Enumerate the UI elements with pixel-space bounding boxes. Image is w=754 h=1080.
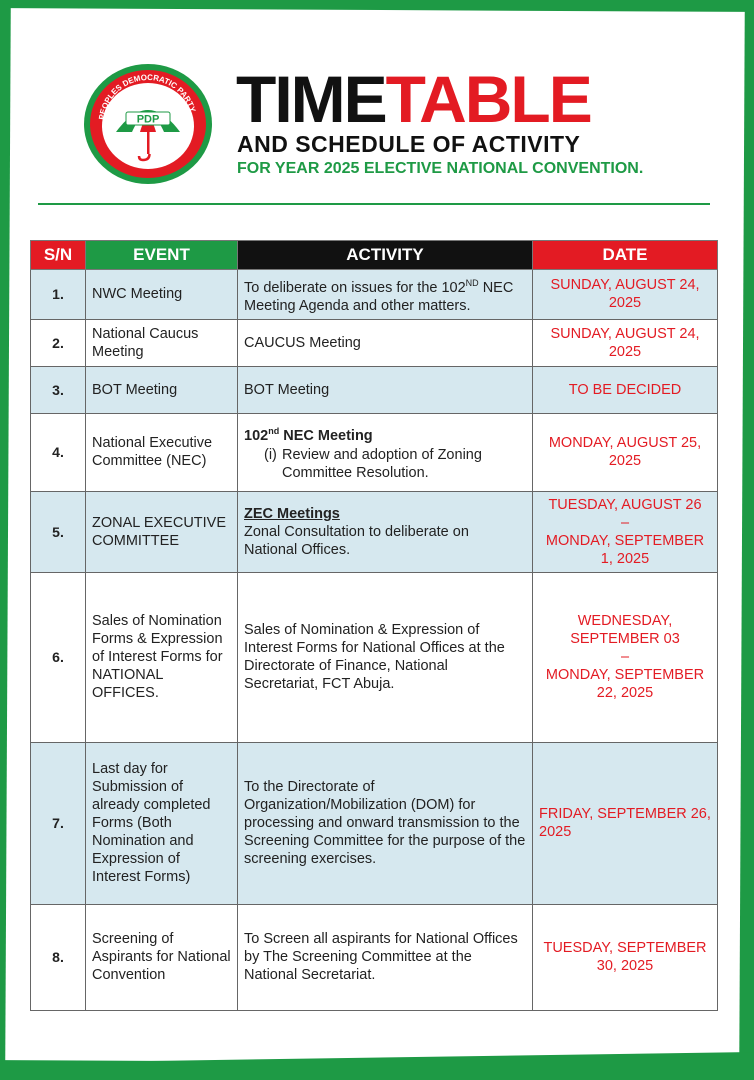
row-date: TO BE DECIDED [533, 366, 718, 413]
row-date: SUNDAY, AUGUST 24, 2025 [533, 270, 718, 320]
tagline: FOR YEAR 2025 ELECTIVE NATIONAL CONVENTION. [237, 160, 644, 177]
row-date: FRIDAY, SEPTEMBER 26, 2025 [533, 742, 718, 904]
header-sn: S/N [31, 241, 86, 270]
title-table: TABLE [385, 62, 591, 136]
row-event: National Executive Committee (NEC) [86, 413, 238, 491]
row-activity: To the Directorate of Organization/Mobilization (DOM) for processing and onward transmission to the Screening Committee for the purpose of the screening exercises. [238, 742, 533, 904]
row-date: WEDNESDAY, SEPTEMBER 03 – MONDAY, SEPTEMBER 22, 2025 [533, 572, 718, 742]
row-activity: CAUCUS Meeting [238, 319, 533, 366]
activity-sub-item: (i) Review and adoption of Zoning Committee Resolution. [264, 447, 482, 482]
row-sn: 8. [31, 904, 86, 1010]
row-activity [238, 491, 533, 572]
activity-text: Zonal Consultation to deliberate on National Offices. [244, 523, 469, 558]
table-row [31, 572, 718, 742]
row-activity: To deliberate on issues for the 102ND NEC Meeting Agenda and other matters. [238, 270, 533, 320]
row-activity: To Screen all aspirants for National Offices by The Screening Committee at the National Secretariat. [238, 904, 533, 1010]
header-event: EVENT [86, 241, 238, 270]
row-event: Last day for Submission of already completed Forms (Both Nomination and Expression of Interest Forms) [86, 742, 238, 904]
row-activity: BOT Meeting [238, 366, 533, 413]
row-sn: 6. [31, 572, 86, 742]
table-header-row [31, 241, 718, 270]
activity-title: ZEC Meetings [244, 505, 340, 522]
title-time: TIME [236, 62, 386, 136]
umbrella-logo-icon [82, 60, 214, 184]
logo-abbr: PDP [136, 113, 160, 126]
row-date: TUESDAY, SEPTEMBER 30, 2025 [533, 904, 718, 1010]
activity-title: 102nd NEC Meeting [244, 426, 373, 445]
header-activity: ACTIVITY [238, 241, 533, 270]
row-activity [238, 413, 533, 491]
row-sn: 2. [31, 319, 86, 366]
row-event: BOT Meeting [86, 366, 238, 413]
row-event: ZONAL EXECUTIVE COMMITTEE [86, 491, 238, 572]
row-sn: 7. [31, 742, 86, 904]
row-date: SUNDAY, AUGUST 24, 2025 [533, 319, 718, 366]
row-sn: 1. [31, 270, 86, 320]
table-row [31, 413, 718, 491]
row-sn: 5. [31, 491, 86, 572]
table-row [31, 742, 718, 904]
row-sn: 3. [31, 366, 86, 413]
timetable [30, 240, 718, 1011]
row-event: NWC Meeting [86, 270, 238, 320]
row-activity: Sales of Nomination & Expression of Interest Forms for National Offices at the Directorate of Finance, National Secretariat, FCT Abuja. [238, 572, 533, 742]
table-row [31, 270, 718, 320]
row-event: National Caucus Meeting [86, 319, 238, 366]
logo-ring-text: PEOPLES DEMOCRATIC PARTY [97, 72, 198, 121]
row-event: Screening of Aspirants for National Convention [86, 904, 238, 1010]
header-divider [38, 203, 710, 205]
header-date: DATE [533, 241, 718, 270]
table-row [31, 904, 718, 1010]
table-row [31, 491, 718, 572]
row-date: MONDAY, AUGUST 25, 2025 [533, 413, 718, 491]
table-row [31, 319, 718, 366]
row-event: Sales of Nomination Forms & Expression of Interest Forms for NATIONAL OFFICES. [86, 572, 238, 742]
main-title [236, 64, 591, 134]
subtitle: AND SCHEDULE OF ACTIVITY [237, 131, 581, 157]
row-sn: 4. [31, 413, 86, 491]
table-row [31, 366, 718, 413]
row-date: TUESDAY, AUGUST 26 – MONDAY, SEPTEMBER 1, 2025 [533, 491, 718, 572]
